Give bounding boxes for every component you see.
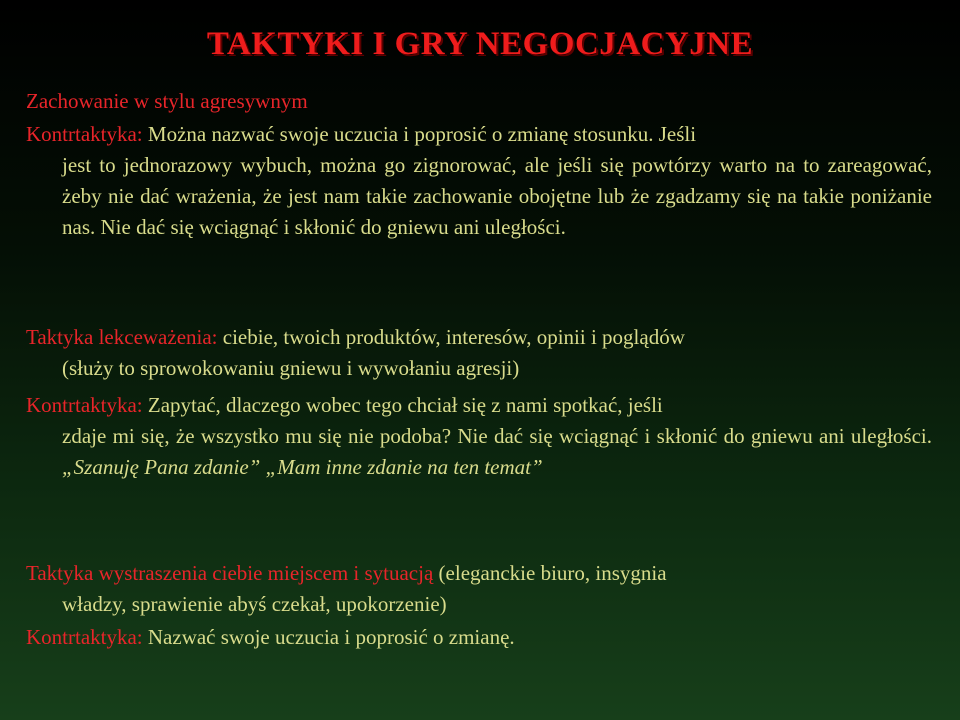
tactic-paragraph: [26, 322, 932, 384]
counter-tactic-text: Można nazwać swoje uczucia i poprosić o zmianę stosunku. Jeśli: [142, 122, 697, 146]
tactic-text-continued: (służy to sprowokowaniu gniewu i wywołaniu agresji): [62, 356, 520, 380]
tactic-paragraph: [26, 558, 932, 620]
counter-tactic-label: Kontrtaktyka:: [26, 393, 143, 417]
example-quote-2: „Mam inne zdanie na ten temat”: [260, 455, 543, 479]
counter-tactic-label: Kontrtaktyka:: [26, 122, 143, 146]
tactic-text-continued: władzy, sprawienie abyś czekał, upokorzenie): [62, 592, 447, 616]
section-intimidation: [26, 558, 932, 653]
example-quote-1: „Szanuję Pana zdanie”: [62, 455, 261, 479]
tactic-label: Taktyka wystraszenia ciebie miejscem i sytuacją: [26, 561, 434, 585]
tactic-text: ciebie, twoich produktów, interesów, opinii i poglądów: [217, 325, 685, 349]
counter-tactic-paragraph: [26, 390, 932, 483]
section-aggressive: [26, 86, 932, 243]
section-disregard: [26, 322, 932, 483]
counter-tactic-text-continued: jest to jednorazowy wybuch, można go zignorować, ale jeśli się powtórzy warto na to zareagować, żeby nie dać wrażenia, że jest nam takie zachowanie obojętne lub że zgadzamy się na takie poniżanie nas. Nie dać się wciągnąć i skłonić do gniewu ani uległości.: [62, 153, 932, 239]
section-heading: Zachowanie w stylu agresywnym: [26, 89, 308, 113]
counter-tactic-text: Nazwać swoje uczucia i poprosić o zmianę.: [142, 625, 515, 649]
counter-tactic-text-continued: zdaje mi się, że wszystko mu się nie podoba? Nie dać się wciągnąć i skłonić do gniewu ani uległości.: [62, 424, 932, 448]
counter-tactic-paragraph: [26, 119, 932, 243]
counter-tactic-paragraph: [26, 622, 932, 653]
page-title: TAKTYKI I GRY NEGOCJACYJNE: [206, 26, 754, 62]
tactic-text: (eleganckie biuro, insygnia: [433, 561, 667, 585]
counter-tactic-label: Kontrtaktyka:: [26, 625, 143, 649]
counter-tactic-text: Zapytać, dlaczego wobec tego chciał się z nami spotkać, jeśli: [142, 393, 663, 417]
tactic-label: Taktyka lekceważenia:: [26, 325, 218, 349]
